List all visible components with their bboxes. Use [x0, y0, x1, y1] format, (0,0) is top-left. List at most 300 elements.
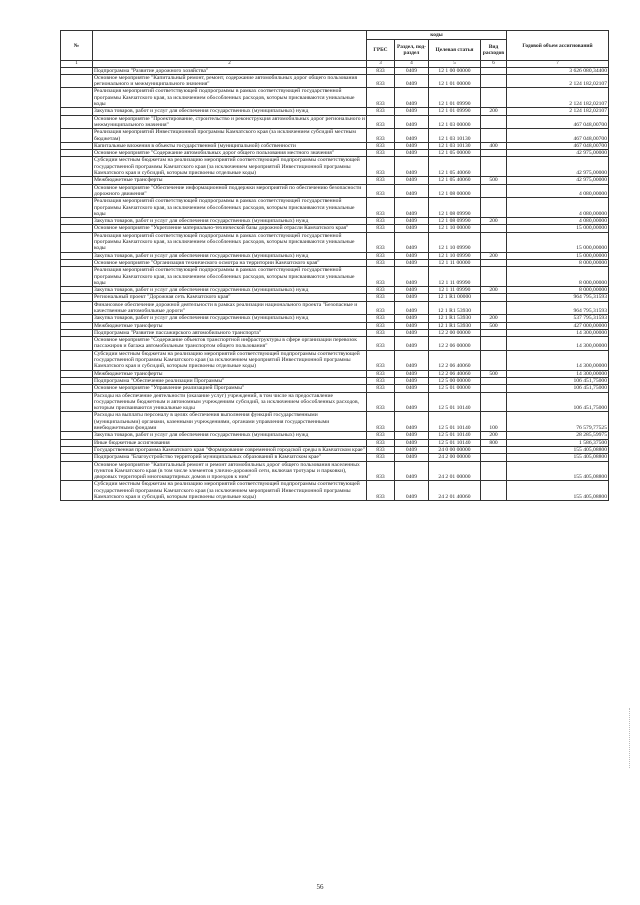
- cell-cs: 12 1 R1 53930: [429, 315, 481, 322]
- cell-cs: 12 1 03 00000: [429, 115, 481, 129]
- cell-amount: 2 124 182,02107: [507, 74, 609, 88]
- cell-razdel: 0409: [395, 184, 429, 198]
- cell-razdel: 0409: [395, 446, 429, 453]
- cell-cs: 12 2 06 40060: [429, 350, 481, 370]
- index-cell: 7: [507, 61, 609, 68]
- cell-name: Закупка товаров, работ и услуг для обеспечения государственных (муниципальных) нужд: [93, 315, 367, 322]
- cell-grbs: 833: [367, 315, 395, 322]
- table-row: [61, 74, 609, 88]
- cell-razdel: 0409: [395, 481, 429, 501]
- cell-grbs: 833: [367, 329, 395, 336]
- row-number-cell: [61, 115, 93, 129]
- cell-razdel: 0409: [395, 301, 429, 315]
- cell-vr: 100: [481, 412, 507, 432]
- cell-vr: [481, 392, 507, 412]
- cell-name: Региональный проект "Дорожная сеть Камчатского края": [93, 294, 367, 301]
- cell-name: Капитальные вложения в объекты государственной (муниципальной) собственности: [93, 142, 367, 149]
- table-row: [61, 461, 609, 481]
- cell-grbs: 833: [367, 337, 395, 351]
- cell-razdel: 0409: [395, 454, 429, 461]
- cell-razdel: 0409: [395, 259, 429, 266]
- row-number-cell: [61, 267, 93, 287]
- cell-amount: 3 626 080,34400: [507, 67, 609, 74]
- cell-cs: 12 5 01 10140: [429, 432, 481, 439]
- row-number-cell: [61, 301, 93, 315]
- cell-vr: [481, 301, 507, 315]
- cell-vr: [481, 67, 507, 74]
- cell-razdel: 0409: [395, 350, 429, 370]
- cell-amount: 76 579,77525: [507, 412, 609, 432]
- cell-name: Основное мероприятие "Обеспечение информационной поддержки мероприятий по обеспечению безопасности дорожного движения": [93, 184, 367, 198]
- cell-razdel: 0409: [395, 287, 429, 294]
- cell-vr: 500: [481, 322, 507, 329]
- cell-razdel: 0409: [395, 322, 429, 329]
- cell-name: Основное мероприятие "Организация технического осмотра на территории Камчатского края": [93, 259, 367, 266]
- cell-grbs: 833: [367, 446, 395, 453]
- header-codes: коды: [367, 31, 507, 40]
- cell-amount: 4 080,00000: [507, 184, 609, 198]
- cell-razdel: 0409: [395, 142, 429, 149]
- cell-razdel: 0409: [395, 218, 429, 225]
- cell-name: Закупка товаров, работ и услуг для обеспечения государственных (муниципальных) нужд: [93, 252, 367, 259]
- cell-grbs: 833: [367, 225, 395, 232]
- cell-cs: 12 5 01 00000: [429, 385, 481, 392]
- cell-razdel: 0409: [395, 198, 429, 218]
- row-number-cell: [61, 108, 93, 115]
- cell-name: Основное мероприятие "Содержание автомобильных дорог общего пользования местного значения": [93, 150, 367, 157]
- row-number-cell: [61, 157, 93, 177]
- cell-vr: [481, 225, 507, 232]
- cell-cs: 12 1 08 00000: [429, 184, 481, 198]
- cell-amount: 15 000,00000: [507, 252, 609, 259]
- header-num: №: [61, 31, 93, 61]
- cell-grbs: 833: [367, 385, 395, 392]
- cell-grbs: 833: [367, 177, 395, 184]
- row-number-cell: [61, 232, 93, 252]
- cell-vr: [481, 88, 507, 108]
- cell-grbs: 833: [367, 252, 395, 259]
- table-row: [61, 218, 609, 225]
- cell-amount: 964 795,31593: [507, 294, 609, 301]
- cell-name: Субсидии местным бюджетам на реализацию мероприятий соответствующей подпрограммы соответствующей государственной программы Камчатского края (за исключением мероприятий Инвестиционной программы Камчатского края и субсидий, которым присвоены отдельные коды): [93, 157, 367, 177]
- cell-name: Закупка товаров, работ и услуг для обеспечения государственных (муниципальных) нужд: [93, 287, 367, 294]
- cell-amount: 14 300,00000: [507, 329, 609, 336]
- cell-vr: [481, 74, 507, 88]
- cell-razdel: 0409: [395, 150, 429, 157]
- cell-name: Основное мероприятие "Капитальный ремонт, ремонт, содержание автомобильных дорог общего пользования регионального и межмуниципального значения": [93, 74, 367, 88]
- cell-grbs: 833: [367, 157, 395, 177]
- cell-amount: 964 795,31593: [507, 301, 609, 315]
- cell-amount: 8 000,00000: [507, 259, 609, 266]
- row-number-cell: [61, 88, 93, 108]
- cell-name: Иные бюджетные ассигнования: [93, 439, 367, 446]
- cell-vr: 800: [481, 439, 507, 446]
- cell-vr: [481, 184, 507, 198]
- cell-amount: 15 000,00000: [507, 232, 609, 252]
- cell-amount: 2 124 182,02107: [507, 108, 609, 115]
- table-row: [61, 301, 609, 315]
- row-number-cell: [61, 177, 93, 184]
- cell-grbs: 833: [367, 232, 395, 252]
- cell-cs: 12 1 08 09990: [429, 198, 481, 218]
- header-celevaya: Целевая статья: [429, 40, 481, 61]
- cell-vr: 200: [481, 287, 507, 294]
- cell-cs: 12 1 10 00000: [429, 225, 481, 232]
- cell-amount: 4 080,00000: [507, 198, 609, 218]
- cell-vr: 500: [481, 370, 507, 377]
- cell-cs: 12 1 05 40060: [429, 157, 481, 177]
- cell-vr: [481, 377, 507, 384]
- table-row: [61, 142, 609, 149]
- cell-grbs: 833: [367, 142, 395, 149]
- row-number-cell: [61, 142, 93, 149]
- cell-amount: 427 000,00000: [507, 322, 609, 329]
- cell-grbs: 833: [367, 184, 395, 198]
- cell-razdel: 0409: [395, 252, 429, 259]
- cell-grbs: 833: [367, 432, 395, 439]
- cell-grbs: 833: [367, 454, 395, 461]
- header-grbs: ГРБС: [367, 40, 395, 61]
- cell-razdel: 0409: [395, 439, 429, 446]
- cell-amount: 106 451,75000: [507, 392, 609, 412]
- cell-amount: 8 000,00000: [507, 267, 609, 287]
- row-number-cell: [61, 350, 93, 370]
- row-number-cell: [61, 370, 93, 377]
- row-number-cell: [61, 252, 93, 259]
- cell-vr: [481, 129, 507, 143]
- row-number-cell: [61, 67, 93, 74]
- cell-name: Расходы на обеспечение деятельности (оказание услуг) учреждений, в том числе на предоставление государственным бюджетным и автономным учреждениям субсидий, за исключением обособленных расходов, которым присваиваются уникальные коды: [93, 392, 367, 412]
- cell-amount: 155 405,08800: [507, 446, 609, 453]
- cell-name: Реализация мероприятий Инвестиционной программы Камчатского края (за исключением субсидий местным бюджетам): [93, 129, 367, 143]
- cell-cs: 12 5 01 10140: [429, 392, 481, 412]
- cell-amount: 155 405,08800: [507, 481, 609, 501]
- row-number-cell: [61, 74, 93, 88]
- cell-razdel: 0409: [395, 67, 429, 74]
- cell-name: Основное мероприятие "Капитальный ремонт и ремонт автомобильных дорог общего пользования населенных пунктов Камчатского края (в том числе элементов улично-дорожной сети, включая тротуары и парковки), дворовых территорий многоквартирных домов и проездов к ним": [93, 461, 367, 481]
- row-number-cell: [61, 218, 93, 225]
- cell-name: Расходы на выплаты персоналу в целях обеспечения выполнения функций государственными (муниципальными) органами, казенными учреждениями, органами управления государственными внебюджетными фондами: [93, 412, 367, 432]
- row-number-cell: [61, 329, 93, 336]
- cell-grbs: 833: [367, 392, 395, 412]
- cell-name: Закупка товаров, работ и услуг для обеспечения государственных (муниципальных) нужд: [93, 108, 367, 115]
- row-number-cell: [61, 446, 93, 453]
- cell-cs: 12 1 11 09990: [429, 287, 481, 294]
- cell-razdel: 0409: [395, 225, 429, 232]
- cell-cs: 12 5 01 10140: [429, 412, 481, 432]
- cell-cs: 12 5 01 10140: [429, 439, 481, 446]
- cell-vr: 200: [481, 432, 507, 439]
- table-row: [61, 67, 609, 74]
- row-number-cell: [61, 129, 93, 143]
- cell-grbs: 833: [367, 115, 395, 129]
- cell-amount: 467 048,00700: [507, 129, 609, 143]
- cell-grbs: 833: [367, 481, 395, 501]
- cell-name: Подпрограмма "Обеспечение реализации Программы": [93, 377, 367, 384]
- cell-name: Субсидии местным бюджетам на реализацию мероприятий соответствующей подпрограммы соответствующей государственной программы Камчатского края (за исключением мероприятий Инвестиционной программы Камчатского края и субсидий, которым присвоены отдельные коды): [93, 350, 367, 370]
- table-row: [61, 412, 609, 432]
- table-row: [61, 329, 609, 336]
- cell-cs: 12 1 03 10130: [429, 129, 481, 143]
- table-row: [61, 129, 609, 143]
- cell-name: Основное мероприятие "Содержание объектов транспортной инфраструктуры в сфере организации перевозок пассажиров и багажа автомобильным транспортом общего пользования": [93, 337, 367, 351]
- cell-name: Основное мероприятие "Укрепление материально-технической базы дорожной отрасли Камчатского края": [93, 225, 367, 232]
- header-razdel: Раздел, под-раздел: [395, 40, 429, 61]
- index-cell: 5: [429, 61, 481, 68]
- cell-razdel: 0409: [395, 315, 429, 322]
- cell-amount: 106 451,75000: [507, 385, 609, 392]
- table-row: [61, 432, 609, 439]
- cell-grbs: 833: [367, 198, 395, 218]
- cell-cs: 12 1 01 00000: [429, 74, 481, 88]
- row-number-cell: [61, 454, 93, 461]
- cell-cs: 24 2 01 40060: [429, 481, 481, 501]
- cell-razdel: 0409: [395, 432, 429, 439]
- cell-name: Подпрограмма "Развитие пассажирского автомобильного транспорта": [93, 329, 367, 336]
- row-number-cell: [61, 287, 93, 294]
- column-index-row: [61, 61, 609, 68]
- index-cell: 1: [61, 61, 93, 68]
- cell-vr: [481, 446, 507, 453]
- row-number-cell: [61, 322, 93, 329]
- row-number-cell: [61, 259, 93, 266]
- cell-name: Закупка товаров, работ и услуг для обеспечения государственных (муниципальных) нужд: [93, 218, 367, 225]
- cell-razdel: 0409: [395, 377, 429, 384]
- table-row: [61, 184, 609, 198]
- cell-razdel: 0409: [395, 329, 429, 336]
- cell-amount: 42 975,00000: [507, 177, 609, 184]
- table-row: [61, 350, 609, 370]
- cell-cs: 12 2 00 00000: [429, 329, 481, 336]
- row-number-cell: [61, 150, 93, 157]
- cell-vr: 200: [481, 252, 507, 259]
- table-row: [61, 225, 609, 232]
- table-body: [61, 67, 609, 501]
- cell-cs: 24 0 00 00000: [429, 446, 481, 453]
- cell-amount: 28 285,59975: [507, 432, 609, 439]
- table-row: [61, 370, 609, 377]
- cell-grbs: 833: [367, 74, 395, 88]
- cell-grbs: 833: [367, 108, 395, 115]
- table-row: [61, 198, 609, 218]
- row-number-cell: [61, 481, 93, 501]
- cell-vr: [481, 150, 507, 157]
- cell-cs: 24 2 01 00000: [429, 461, 481, 481]
- header-amount: Годовой объем ассигнований: [507, 31, 609, 61]
- cell-vr: [481, 337, 507, 351]
- cell-cs: 12 1 01 09990: [429, 108, 481, 115]
- cell-cs: 12 1 05 40060: [429, 177, 481, 184]
- table-row: [61, 88, 609, 108]
- cell-cs: 12 1 03 10130: [429, 142, 481, 149]
- cell-amount: 4 080,00000: [507, 218, 609, 225]
- table-header: [61, 31, 609, 68]
- table-row: [61, 446, 609, 453]
- row-number-cell: [61, 439, 93, 446]
- cell-name: Реализация мероприятий соответствующей подпрограммы в рамках соответствующей государственной программы Камчатского края, за исключением обособленных расходов, которым присваиваются уникальные коды: [93, 267, 367, 287]
- cell-grbs: 833: [367, 88, 395, 108]
- cell-amount: 14 300,00000: [507, 370, 609, 377]
- cell-cs: 24 2 00 00000: [429, 454, 481, 461]
- cell-name: Межбюджетные трансферты: [93, 322, 367, 329]
- cell-vr: 400: [481, 142, 507, 149]
- cell-vr: [481, 115, 507, 129]
- row-number-cell: [61, 198, 93, 218]
- page-number: 56: [316, 883, 324, 891]
- table-row: [61, 267, 609, 287]
- cell-amount: 42 975,00000: [507, 157, 609, 177]
- row-number-cell: [61, 225, 93, 232]
- cell-vr: [481, 198, 507, 218]
- cell-vr: [481, 385, 507, 392]
- cell-cs: 12 1 05 00000: [429, 150, 481, 157]
- cell-name: Субсидии местным бюджетам на реализацию мероприятий соответствующей подпрограммы соответствующей государственной программы Камчатского края (за исключением мероприятий Инвестиционной программы Камчатского края и субсидий, которым присвоены отдельные коды): [93, 481, 367, 501]
- table-row: [61, 150, 609, 157]
- table-row: [61, 108, 609, 115]
- cell-razdel: 0409: [395, 412, 429, 432]
- cell-vr: 200: [481, 218, 507, 225]
- cell-cs: 12 1 R1 00000: [429, 294, 481, 301]
- table-row: [61, 439, 609, 446]
- cell-name: Финансовое обеспечение дорожной деятельности в рамках реализации национального проекта "Безопасные и качественные автомобильные дороги": [93, 301, 367, 315]
- scan-edge-mark: [629, 708, 631, 768]
- index-cell: 6: [481, 61, 507, 68]
- table-row: [61, 481, 609, 501]
- cell-vr: 200: [481, 315, 507, 322]
- cell-vr: [481, 461, 507, 481]
- cell-vr: [481, 454, 507, 461]
- cell-grbs: 833: [367, 301, 395, 315]
- row-number-cell: [61, 315, 93, 322]
- index-cell: 3: [367, 61, 395, 68]
- cell-cs: 12 1 10 09990: [429, 232, 481, 252]
- cell-grbs: 833: [367, 287, 395, 294]
- table-row: [61, 322, 609, 329]
- cell-amount: 2 124 182,02107: [507, 88, 609, 108]
- cell-cs: 12 1 08 09990: [429, 218, 481, 225]
- cell-name: Межбюджетные трансферты: [93, 177, 367, 184]
- cell-vr: [481, 267, 507, 287]
- cell-vr: [481, 481, 507, 501]
- table-row: [61, 315, 609, 322]
- table-row: [61, 115, 609, 129]
- cell-amount: 467 048,00700: [507, 142, 609, 149]
- cell-grbs: 833: [367, 461, 395, 481]
- cell-grbs: 833: [367, 259, 395, 266]
- cell-razdel: 0409: [395, 392, 429, 412]
- cell-cs: 12 2 06 00000: [429, 337, 481, 351]
- cell-vr: 200: [481, 108, 507, 115]
- cell-cs: 12 1 11 09990: [429, 267, 481, 287]
- cell-razdel: 0409: [395, 385, 429, 392]
- cell-name: Реализация мероприятий соответствующей подпрограммы в рамках соответствующей государственной программы Камчатского края, за исключением обособленных расходов, которым присваиваются уникальные коды: [93, 198, 367, 218]
- cell-grbs: 833: [367, 267, 395, 287]
- cell-razdel: 0409: [395, 129, 429, 143]
- cell-name: Закупка товаров, работ и услуг для обеспечения государственных (муниципальных) нужд: [93, 432, 367, 439]
- cell-amount: 467 048,00700: [507, 115, 609, 129]
- cell-cs: 12 1 R1 53930: [429, 301, 481, 315]
- cell-grbs: 833: [367, 322, 395, 329]
- cell-razdel: 0409: [395, 267, 429, 287]
- cell-name: Основное мероприятие "Проектирование, строительство и реконструкция автомобильных дорог регионального и межмуниципального значения": [94, 115, 365, 128]
- table-row: [61, 337, 609, 351]
- cell-razdel: 0409: [395, 74, 429, 88]
- table-row: [61, 177, 609, 184]
- cell-amount: 106 451,75000: [507, 377, 609, 384]
- cell-razdel: 0409: [395, 88, 429, 108]
- cell-name: Государственная программа Камчатского края "Формирование современной городской среды в Камчатском крае": [94, 446, 365, 453]
- cell-amount: 155 405,08800: [507, 454, 609, 461]
- index-cell: 4: [395, 61, 429, 68]
- row-number-cell: [61, 461, 93, 481]
- cell-razdel: 0409: [395, 157, 429, 177]
- cell-name: Реализация мероприятий соответствующей подпрограммы в рамках соответствующей государственной программы Камчатского края, за исключением обособленных расходов, которым присваиваются уникальные коды: [93, 88, 367, 108]
- cell-razdel: 0409: [395, 232, 429, 252]
- cell-cs: 12 1 00 00000: [429, 67, 481, 74]
- cell-vr: [481, 259, 507, 266]
- cell-vr: [481, 350, 507, 370]
- cell-amount: 8 000,00000: [507, 287, 609, 294]
- header-name: [93, 31, 367, 61]
- row-number-cell: [61, 337, 93, 351]
- cell-vr: [481, 157, 507, 177]
- row-number-cell: [61, 377, 93, 384]
- cell-razdel: 0409: [395, 108, 429, 115]
- cell-grbs: 833: [367, 377, 395, 384]
- cell-amount: 15 000,00000: [507, 225, 609, 232]
- cell-amount: 14 300,00000: [507, 337, 609, 351]
- row-number-cell: [61, 294, 93, 301]
- cell-razdel: 0409: [395, 115, 429, 129]
- table-row: [61, 377, 609, 384]
- row-number-cell: [61, 385, 93, 392]
- cell-amount: 14 300,00000: [507, 350, 609, 370]
- table-row: [61, 287, 609, 294]
- cell-amount: 1 586,37500: [507, 439, 609, 446]
- cell-cs: 12 2 06 40060: [429, 370, 481, 377]
- table-row: [61, 232, 609, 252]
- cell-grbs: 833: [367, 67, 395, 74]
- row-number-cell: [61, 412, 93, 432]
- cell-grbs: 833: [367, 150, 395, 157]
- table-row: [61, 294, 609, 301]
- cell-name: Основное мероприятие "Управление реализацией Программы": [93, 385, 367, 392]
- cell-vr: [481, 329, 507, 336]
- index-cell: 2: [93, 61, 367, 68]
- cell-grbs: 833: [367, 294, 395, 301]
- cell-grbs: 833: [367, 129, 395, 143]
- cell-vr: 500: [481, 177, 507, 184]
- row-number-cell: [61, 184, 93, 198]
- cell-razdel: 0409: [395, 461, 429, 481]
- cell-name: Подпрограмма "Развитие дорожного хозяйства": [93, 67, 367, 74]
- cell-grbs: 833: [367, 439, 395, 446]
- cell-grbs: 833: [367, 218, 395, 225]
- table-row: [61, 157, 609, 177]
- header-vid: Вид расходов: [481, 40, 507, 61]
- cell-amount: 42 975,00000: [507, 150, 609, 157]
- cell-cs: 12 1 11 00000: [429, 259, 481, 266]
- cell-cs: 12 1 01 09990: [429, 88, 481, 108]
- cell-razdel: 0409: [395, 370, 429, 377]
- cell-amount: 155 405,08800: [507, 461, 609, 481]
- cell-name: Реализация мероприятий соответствующей подпрограммы в рамках соответствующей государственной программы Камчатского края, за исключением обособленных расходов, которым присваиваются уникальные коды: [93, 232, 367, 252]
- cell-razdel: 0409: [395, 337, 429, 351]
- cell-cs: 12 1 10 09990: [429, 252, 481, 259]
- table-row: [61, 454, 609, 461]
- table-row: [61, 252, 609, 259]
- cell-grbs: 833: [367, 350, 395, 370]
